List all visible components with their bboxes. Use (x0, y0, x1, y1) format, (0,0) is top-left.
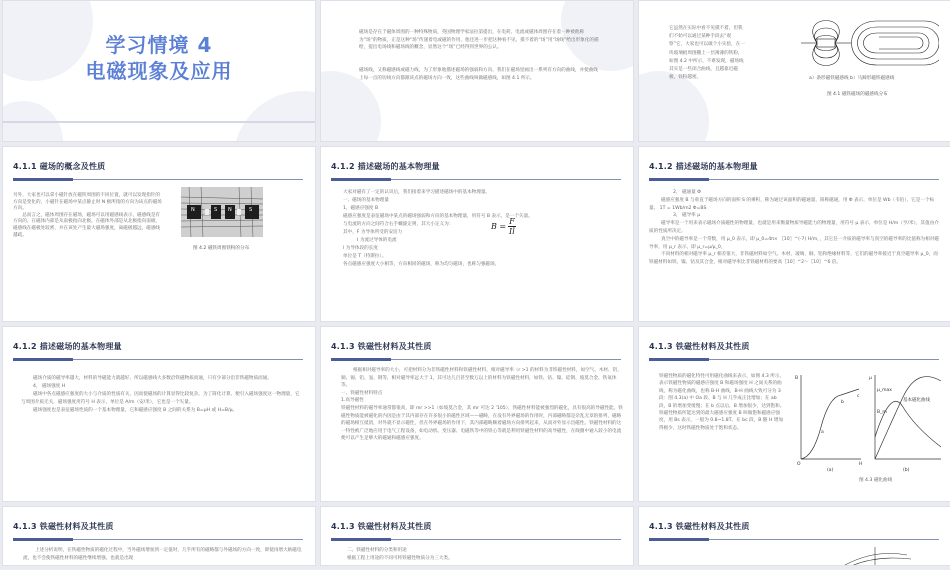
text-line: 磁感应强度是表征磁场中某点的磁场强弱和方向的基本物理量，用符号 B 表示，是一个矢量。 (343, 214, 533, 219)
paragraph: 另外，大家也可以拿小磁针放在磁铁周围的不同位置，就可以发现指针的方向是变化的，小磁针在磁场中某点静止时 N 极所指的方向为该点的磁场方向。 总而言之，磁体周围存在磁场，磁场可以用磁感线表示，磁感线是有方向的，在磁体内部是从南极指向北极，在磁体外部是从北极指向南极，磁感线在磁极处较密，并在该处产生最大磁场强度，离磁极越远，磁感线越疏。 (13, 193, 162, 238)
slide-field-lines[interactable] (638, 0, 950, 142)
text-line: l 为导体段的长度 (343, 246, 378, 251)
heading-rule (13, 359, 303, 360)
pole-label: S (214, 207, 218, 213)
slide-4-1-1[interactable] (2, 146, 316, 322)
axis-label: B (795, 376, 799, 381)
paragraph: 铁磁性物质的磁化特性可用磁化曲线来表示，如图 4.3 所示，表示铁磁性物质的磁感应强度 B 和磁场强度 H 之间关系的曲线，称为磁化曲线，也称 B-H 曲线，B-H 曲线大致可分为 3 段：图 4.3(a) 中 Oa 段、B 与 H 几乎成正比增加；在 ab 段，B 的增加变缓慢；在 b 点以后，B 增加很少，达到饱和。铁磁性物质所能达到的最大磁感应强度 B 叫做饱和磁感应强度，用 Bs 表示，一般为 0.8~1.8T。在 bc 段，B 随 H 增加得极少，这时铁磁性物质处于饱和状态。 (659, 374, 785, 431)
slide-heading: 4.1.3 铁磁性材料及其性质 (649, 522, 750, 531)
curve-point-label: a (821, 430, 824, 435)
pole-label: N (191, 207, 195, 213)
text-line: 4， 磁场强度 H (33, 384, 66, 389)
text-line: 1.高导磁性 (341, 398, 364, 404)
slide-title[interactable] (2, 0, 316, 142)
heading-rule (331, 179, 621, 180)
paragraph-block (341, 367, 623, 443)
heading-rule (13, 179, 303, 180)
slide-heading: 4.1.2 描述磁场的基本物理量 (331, 162, 440, 171)
pole-label: N (228, 207, 232, 213)
heading-rule (649, 539, 939, 540)
hysteresis-figure-partial (835, 547, 915, 566)
figure-caption: 图 4.3 磁化曲线 (859, 478, 893, 483)
paragraph-block (21, 375, 303, 415)
slide-4-1-2-c[interactable] (2, 326, 316, 502)
figure-caption: 图 4.2 磁铁周围铁粉的分布 (193, 246, 250, 251)
heading-rule (331, 539, 621, 540)
heading-rule (649, 359, 939, 360)
paragraph-block (343, 189, 613, 269)
paragraph-block (649, 189, 941, 267)
curve-legend: 基本磁化曲线 (903, 398, 930, 403)
axis-label: μ (869, 376, 872, 381)
text-line: 磁导率是一个用来表示磁场介质磁性的物理量，也就是用来衡量物质导磁能力的物理量，用符号 μ 表示，单位是 H/m（亨/米），其值由介质的性质所决定。 (649, 221, 939, 234)
text-line: 其中，F 为导体所受的安培力 (343, 230, 403, 235)
text-line: 大家对磁有了一定的认识后，我们接着来学习描述磁场中的基本物理量。 (343, 190, 491, 195)
slide-heading: 4.1.3 铁磁性材料及其性质 (331, 522, 432, 531)
text-line: 3， 磁导率 μ (673, 213, 701, 219)
slide-heading: 4.1.1 磁场的概念及性质 (13, 162, 106, 171)
divider (3, 121, 315, 123)
decor-circle (233, 91, 316, 142)
field-line-diagram (799, 13, 939, 73)
text-line: 二、铁磁性材料的分类和用途 (347, 548, 407, 553)
slide-heading: 4.1.3 铁磁性材料及其性质 (649, 342, 750, 351)
iron-filings-photo (181, 187, 263, 237)
slide-title-line1: 学习情境 4 (105, 33, 213, 57)
text-line: 真空中的磁导率是一个常数，用 μ_0 表示，即 μ_0=4π× 〖10〗^(-7) H/m，，其它任一介质的磁导率与真空的磁导率的比值称为相对磁导率，用 μ_r 表示，即 μ_r=μ/μ_0， (649, 236, 939, 250)
text-line: 上述分析说明，在铁磁性物质的磁化过程中，当外磁场增加到一定值时，几乎所有的磁畴都与外磁场的方向一致，即使再增大励磁电流，也不会使铁磁性材料的磁性继续增强，也就是出现 (23, 548, 302, 561)
text-line: 铁磁性材料的磁导率通常都很高，即 mr >>1（如坡莫合金，其 mr 可达 2 ’105），铁磁性材料能被强烈的磁化，具有很高的导磁性能。铁磁性物质能被磁化的内因是由于其内部存在许多很小的磁性区域——磁畴，在没有外界磁场的作用时，内部磁畴都是杂乱无章的排列，磁畴的磁场相互抵消，对外就不显示磁性，但在外界磁场的作用下，其内部磁畴顺着磁场方向排列起来，从而对外显示出磁性。铁磁性材料的这一特性被广泛地应用于电气工程设备，如电动机、变压器、电磁铁等中的铁心等就是利用铁磁性材料的高导磁性，在线圈中通入较小的电流便可以产生足够大的磁通和磁感应强度。 (341, 405, 623, 442)
text-line: 磁感应强度 B 与垂直于磁场方向的面积 S 的乘积，称为通过该面积的磁通量，简称磁通，用 Φ 表示，单位是 Wb（韦伯），它是一个标量。 1T = 1Wb/m2 Φ=BS (649, 197, 935, 211)
heading-rule (649, 179, 939, 180)
text-line: 磁场中各点磁感应强度的大小与介质的性质有关，因而使磁场的计算显得比较复杂。为了简化计算，便引入磁场强度这一物理量，它与周围介质无关，磁场强度用符号 H 表示，单位是 A/m（安/米），它也是一个矢量。 (21, 392, 300, 405)
subfigure-label: (a) (827, 468, 834, 473)
curve-label: B_m (877, 410, 887, 415)
formula (491, 217, 516, 236)
text-line: 一、铁磁性材料特点 (341, 390, 383, 396)
figure-subcaption: a）条形磁铁磁感线 b）马蹄形磁铁磁感线 (809, 76, 895, 81)
axis-label: H (859, 462, 863, 467)
text-line: 根据工程上用途的不同可将铁磁性物质分为三大类。 (347, 556, 453, 561)
slide-4-1-3-a[interactable] (320, 326, 634, 502)
curve-point-label: b (841, 400, 844, 405)
paragraph-block (347, 547, 617, 563)
curve-point-label: c (857, 394, 860, 399)
text-line: 单位是 T（特斯拉）。 (343, 254, 387, 259)
pole-label: S (249, 207, 253, 213)
slide-heading: 4.1.3 铁磁性材料及其性质 (331, 342, 432, 351)
heading-rule (13, 539, 303, 540)
text-line: 磁场介质的磁导率越大，材料的导磁能力就越好，所以磁感线大多数沿铁磁物质而通，只有少部分沿非铁磁物质而通。 (33, 376, 272, 381)
text-line: 1，磁感应强度 B (343, 206, 379, 211)
slide-4-1-3-d[interactable] (320, 506, 634, 566)
heading-rule (331, 359, 621, 360)
subfigure-label: (b) (903, 468, 910, 473)
text-line: 一、磁场的基本物理量 (343, 198, 389, 203)
origin-label: O (797, 462, 801, 467)
formula-numerator: F (509, 217, 515, 226)
magnetization-curve-figure (791, 367, 947, 475)
text-line: 根据相对磁导率的大小，可把材料分为非铁磁性材料和铁磁性材料，相对磁导率（r >1 的材料为非铁磁性材料，如空气、木材、铝、铜、锡、铅、氢、钢等，相对磁导率远大于 1，其可达几百甚至数万以上的材料为铁磁性材料，如铁、钴、镍、硅钢、坡莫合金、铁氧体等。 (341, 368, 622, 389)
formula-denominator: Il (509, 227, 515, 236)
text-line: 各点磁感应强度大小相等，方向相同的磁场，称为均匀磁场，也称匀强磁场。 (343, 262, 500, 267)
text-line: 与电流的方向之间符合右手螺旋定则，其大小定义为： (343, 222, 454, 227)
paragraph: 它虽然在实际中看不见摸不着，但我们不妨可以通过某种手段去“观察”它，大家也可以做个小实验，在一块玻璃板周围撒上一层薄薄的铁粉，如图 4.2 中所示，不难发现，磁场线其实是一些闭合曲线，且越靠近磁极，铁粉越密。 (669, 26, 745, 81)
slide-heading: 4.1.2 描述磁场的基本物理量 (13, 342, 122, 351)
slide-4-1-2-b[interactable] (638, 146, 950, 322)
slide-4-1-3-b[interactable] (638, 326, 950, 502)
formula-lhs: B = (491, 222, 507, 231)
text-line: 磁场强度也是表征磁场性质的一个基本物理量，它和磁感应强度 B 之间的关系为 B=μH 或 H=B/μ。 (33, 408, 238, 413)
text-line: I 为流过导体的电流 (357, 238, 397, 243)
slide-4-1-3-c[interactable] (2, 506, 316, 566)
slide-title-line2: 电磁现象及应用 (85, 59, 233, 83)
slide-heading: 4.1.3 铁磁性材料及其性质 (13, 522, 114, 531)
slide-magnetic-field-intro[interactable] (320, 0, 634, 142)
text-line: 2， 磁通量 Φ (673, 190, 701, 195)
text-line: 不同材料的相对磁导率 μ_r 相差很大，非铁磁材料如空气、木材、玻璃、铜、铝和绝缘材料等，它们的磁导率接近于真空磁导率 μ_0，而铁磁材料如铁、镍、钴及其合金，相对磁导率比非铁磁材料的要高〖10〗^2～〖10〗^6 倍。 (649, 252, 938, 266)
slide-4-1-3-e[interactable] (638, 506, 950, 566)
slide-4-1-2-a[interactable] (320, 146, 634, 322)
formula-fraction (508, 217, 516, 236)
figure-caption: 图 4.1 磁铁磁场的磁感线分布 (827, 92, 888, 97)
paragraph: 磁场线，又称磁感线或磁力线，为了形象地描述磁场的强弱和方向，我们在磁场里画出一系列有方向的曲线，并使曲线上每一点的切线方向都跟该点的磁场方向一致，这些曲线叫做磁感线，如图 4.1 所示。 (359, 68, 598, 81)
paragraph: 磁场是存在于磁体周围的一种特殊物质，英国物理学家法拉第提出，在电荷、电流或磁体周围存在着一种被他称为“场”的物质，正是这种“场”传递着电或磁的作用，他还进一步把这种看不见、摸不着的“场”用“场线”给出形象化的描绘，提出电场线和磁场线的概念，显然这个“场”已经得到世界的公认。 (359, 30, 599, 51)
slide-heading: 4.1.2 描述磁场的基本物理量 (649, 162, 758, 171)
curve-label: μ_max (877, 388, 892, 393)
